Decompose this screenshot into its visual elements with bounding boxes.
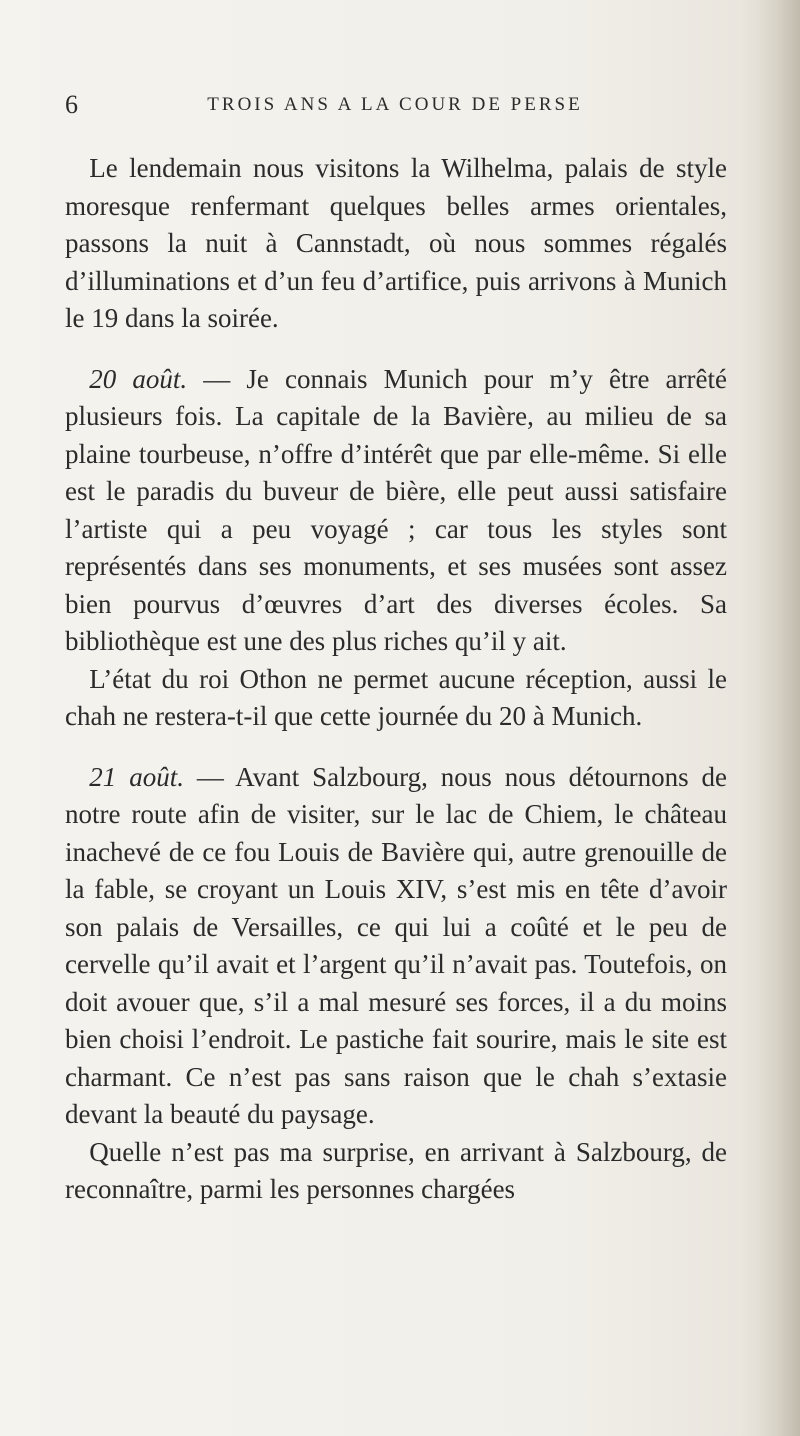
dated-entry xyxy=(65,361,727,661)
paragraph xyxy=(65,1134,727,1209)
paragraph-text: — Avant Salzbourg, nous nous détournons de notre route afin de visiter, sur le lac de Chiem, le château inachevé de ce fou Louis de Bavière qui, autre grenouille de la fable, se croyant un Louis XIV, s’est mis en tête d’avoir son palais de Versailles, ce qui lui a coûté et le peu de cervelle qu’il avait et l’argent qu’il n’avait pas. Toutefois, on doit avouer que, s’il a mal mesuré ses forces, il a du moins bien choisi l’endroit. Le pastiche fait sourire, mais le site est charmant. Ce n’est pas sans raison que le chah s’extasie devant la beauté du paysage. xyxy=(65,761,727,1129)
page-header xyxy=(65,90,725,130)
entry-date: 20 août. xyxy=(89,363,188,394)
body-text xyxy=(65,150,727,1209)
paragraph-text: L’état du roi Othon ne permet aucune réception, aussi le chah ne restera-t-il que cette journée du 20 à Munich. xyxy=(65,663,727,731)
running-title: TROIS ANS A LA COUR DE PERSE xyxy=(207,94,583,115)
page-edge-shadow xyxy=(740,0,800,1436)
paragraph-text: — Je connais Munich pour m’y être arrêté plusieurs fois. La capitale de la Bavière, au milieu de sa plaine tourbeuse, n’offre d’intérêt que par elle-même. Si elle est le paradis du buveur de bière, elle peut aussi satisfaire l’artiste qui a peu voyagé ; car tous les styles sont représentés dans ses monuments, et ses musées sont assez bien pourvus d’œuvres d’art des diverses écoles. Sa bibliothèque est une des plus riches qu’il y ait. xyxy=(65,363,727,656)
entry-date: 21 août. xyxy=(89,761,184,792)
dated-entry xyxy=(65,759,727,1134)
page-number: 6 xyxy=(65,90,79,119)
paragraph xyxy=(65,661,727,736)
paragraph-text: Le lendemain nous visitons la Wilhelma, palais de style moresque renfermant quelques belles armes orientales, passons la nuit à Cannstadt, où nous sommes régalés d’illuminations et d’un feu d’artifice, puis arrivons à Munich le 19 dans la soirée. xyxy=(65,153,727,333)
paragraph-text: Quelle n’est pas ma surprise, en arrivant à Salzbourg, de reconnaître, parmi les personnes chargées xyxy=(65,1136,727,1204)
paragraph xyxy=(65,150,727,338)
